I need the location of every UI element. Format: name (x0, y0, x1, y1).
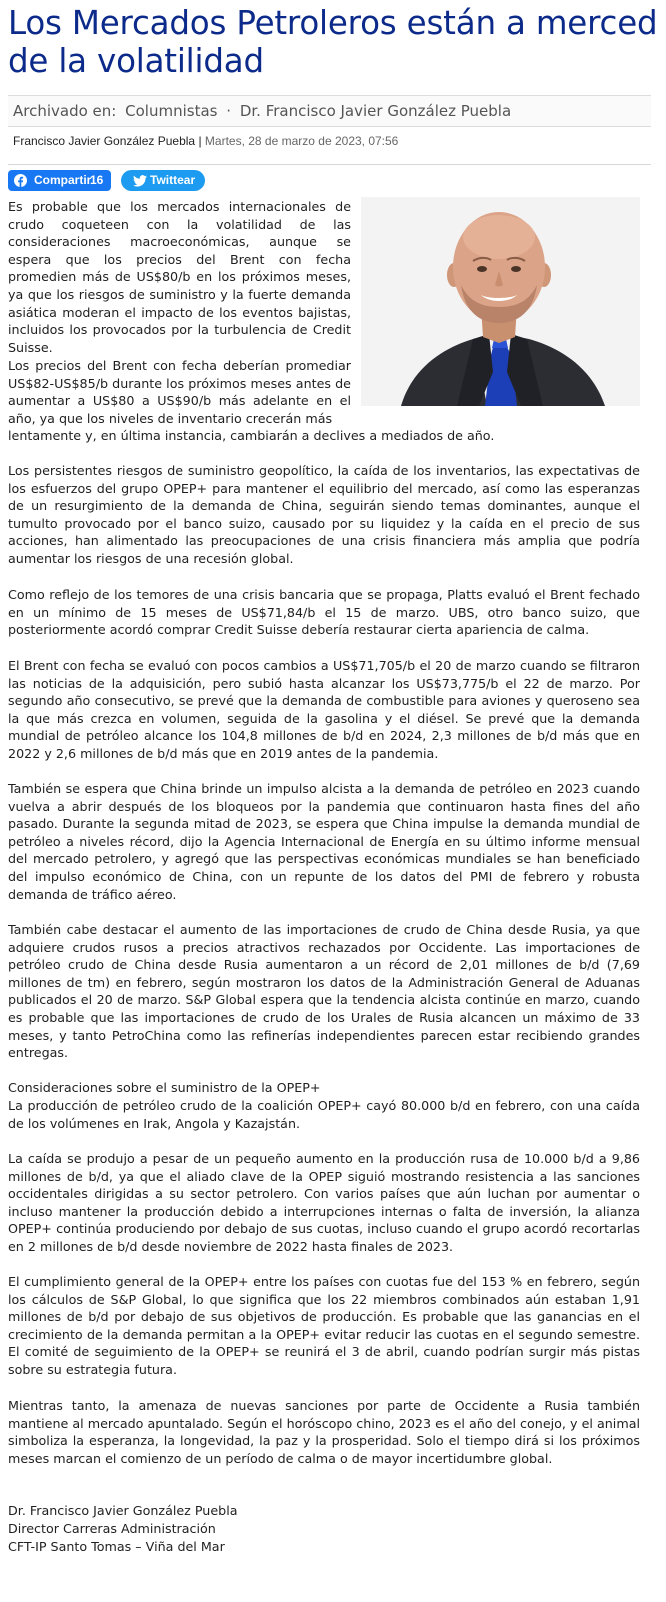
paragraph-4: Como reflejo de los temores de una crisis bancaria que se propaga, Platts evaluó el Brent fechado en un mínimo de 15 meses de US$71,84/b el 15 de marzo. UBS, otro banco suizo, que posteriormente acordó comprar Credit Suisse debería restaurar cierta apariencia de calma. (8, 587, 640, 638)
archive-bar (8, 95, 651, 127)
facebook-share-count: 16 (90, 173, 104, 187)
byline-separator: | (198, 134, 202, 148)
archive-separator: · (226, 102, 232, 120)
facebook-share-label: Compartir (34, 173, 92, 187)
article-title (8, 4, 658, 80)
paragraph-6: También se espera que China brinde un impulso alcista a la demanda de petróleo en 2023 cuando vuelva a abrir después de los bloqueos por la pandemia que continuaron hasta fines del año pasado. Durante la segunda mitad de 2023, se espera que China impulse la demanda mundial de petróleo a niveles récord, dijo la Agencia Internacional de Energía en su último informe mensual del mercado petrolero, y agregó que las perspectivas económicas mundiales se han beneficiado del impulso económico de China, con un repunte de los datos del PMI de febrero y robusta demanda de tráfico aéreo. (8, 781, 640, 902)
twitter-share-label: Twittear (150, 173, 196, 187)
paragraph-3: Los persistentes riesgos de suministro geopolítico, la caída de los inventarios, las expectativas de los esfuerzos del grupo OPEP+ para mantener el equilibrio del mercado, así como las esperanzas de un resurgimiento de la demanda de China, seguirán siendo temas dominantes, aunque el tumulto provocado por el banco suizo, causado por su liquidez y la caída en el precio de sus acciones, han alimentado las preocupaciones de una crisis financiera más amplia que podría aumentar los riesgos de una recesión global. (8, 463, 640, 566)
byline-date: Martes, 28 de marzo de 2023, 07:56 (204, 134, 399, 148)
facebook-share-button[interactable] (8, 170, 111, 191)
twitter-icon (133, 175, 147, 187)
paragraph-5: El Brent con fecha se evaluó con pocos cambios a US$71,705/b el 20 de marzo cuando se filtraron las noticias de la adquisición, pero subió hasta alcanzar los US$73,775/b el 22 de marzo. Por segundo año consecutivo, se prevé que la demanda de combustible para aviones y queroseno sea la que más crezca en volumen, seguida de la gasolina y el diésel. Se prevé que la demanda mundial de petróleo alcance los 104,8 millones de b/d en 2024, 2,3 millones de b/d más que en 2022 y 2,6 millones de b/d más que en 2019 antes de la pandemia. (8, 658, 640, 761)
byline (13, 134, 398, 148)
signature-institution: CFT-IP Santo Tomas – Viña del Mar (8, 1539, 225, 1554)
archive-category-link[interactable]: Columnistas (125, 102, 218, 120)
facebook-icon (14, 174, 27, 187)
paragraph-8: La producción de petróleo crudo de la coalición OPEP+ cayó 80.000 b/d en febrero, con una caída de los volúmenes en Irak, Angola y Kazajstán. (8, 1098, 640, 1131)
paragraph-2: Los precios del Brent con fecha deberían promediar US$82-US$85/b durante los próximos meses antes de aumentar a US$80 a US$90/b más adelante en el año, ya que los niveles de inventario crecerán más (8, 358, 351, 426)
section-heading: Consideraciones sobre el suministro de la OPEP+ (8, 1080, 321, 1095)
archive-label: Archivado en: (13, 102, 117, 120)
signature-role: Director Carreras Administración (8, 1521, 216, 1536)
paragraph-2-continuation: lentamente y, en última instancia, cambiarán a declives a mediados de año. (8, 428, 495, 443)
twitter-share-button[interactable] (121, 170, 205, 191)
title-line-2: de la volatilidad (8, 42, 264, 80)
archive-author-link[interactable]: Dr. Francisco Javier González Puebla (239, 102, 512, 120)
author-portrait (361, 197, 640, 406)
paragraph-9: La caída se produjo a pesar de un pequeño aumento en la producción rusa de 10.000 b/d a 9,86 millones de b/d, ya que el aliado clave de la OPEP siguió mostrando resistencia a las sanciones occidentales dirigidas a su sector petrolero. Con varios países que aún luchan por aumentar o incluso mantener la producción debido a interrupciones internas o falta de inversión, la alianza OPEP+ continúa produciendo por debajo de sus cuotas, incluso cuando el grupo acordó recortarlas en 2 millones de b/d desde noviembre de 2022 hasta finales de 2023. (8, 1151, 640, 1254)
signature-name: Dr. Francisco Javier González Puebla (8, 1503, 238, 1518)
paragraph-10: El cumplimiento general de la OPEP+ entre los países con cuotas fue del 153 % en febrero, según los cálculos de S&P Global, lo que significa que los 22 miembros combinados aún estaban 1,91 millones de b/d por debajo de sus objetivos de producción. Es probable que las ganancias en el crecimiento de la demanda permitan a la OPEP+ evitar reducir las cuotas en el segundo semestre. El comité de seguimiento de la OPEP+ se reunirá el 3 de abril, cuando podrían surgir más pistas sobre su estrategia futura. (8, 1274, 640, 1377)
byline-author[interactable]: Francisco Javier González Puebla (13, 134, 196, 148)
author-photo (361, 197, 640, 406)
paragraph-7: También cabe destacar el aumento de las importaciones de crudo de China desde Rusia, ya que adquiere crudos rusos a precios atractivos rechazados por Occidente. Las importaciones de petróleo crudo de China desde Rusia aumentaron a un récord de 2,01 millones de b/d (7,69 millones de tm) en febrero, según mostraron los datos de la Administración General de Aduanas publicados el 20 de marzo. S&P Global espera que la tendencia alcista continúe en marzo, cuando es probable que las importaciones de crudo de los Urales de Rusia alcancen un máximo de 33 meses, y tanto PetroChina como las refinerías independientes parecen estar recibiendo grandes entregas. (8, 922, 640, 1061)
divider (8, 164, 651, 165)
title-line-1: Los Mercados Petroleros están a merced (8, 4, 658, 42)
paragraph-11: Mientras tanto, la amenaza de nuevas sanciones por parte de Occidente a Rusia también mantiene al mercado apuntalado. Según el horóscopo chino, 2023 es el año del conejo, y el animal simboliza la esperanza, la longevidad, la paz y la prosperidad. Solo el tiempo dirá si los próximos meses marcan el comienzo de un período de calma o de mayor incertidumbre global. (8, 1398, 640, 1466)
paragraph-1: Es probable que los mercados internacionales de crudo coqueteen con la volatilidad de las consideraciones macroeconómicas, aunque se espera que los precios del Brent con fecha promedien más de US$80/b en los próximos meses, ya que los riesgos de suministro y la fuerte demanda asiática moderan el impacto de los eventos bajistas, incluidos los provocados por la turbulencia de Credit Suisse. (8, 199, 351, 355)
